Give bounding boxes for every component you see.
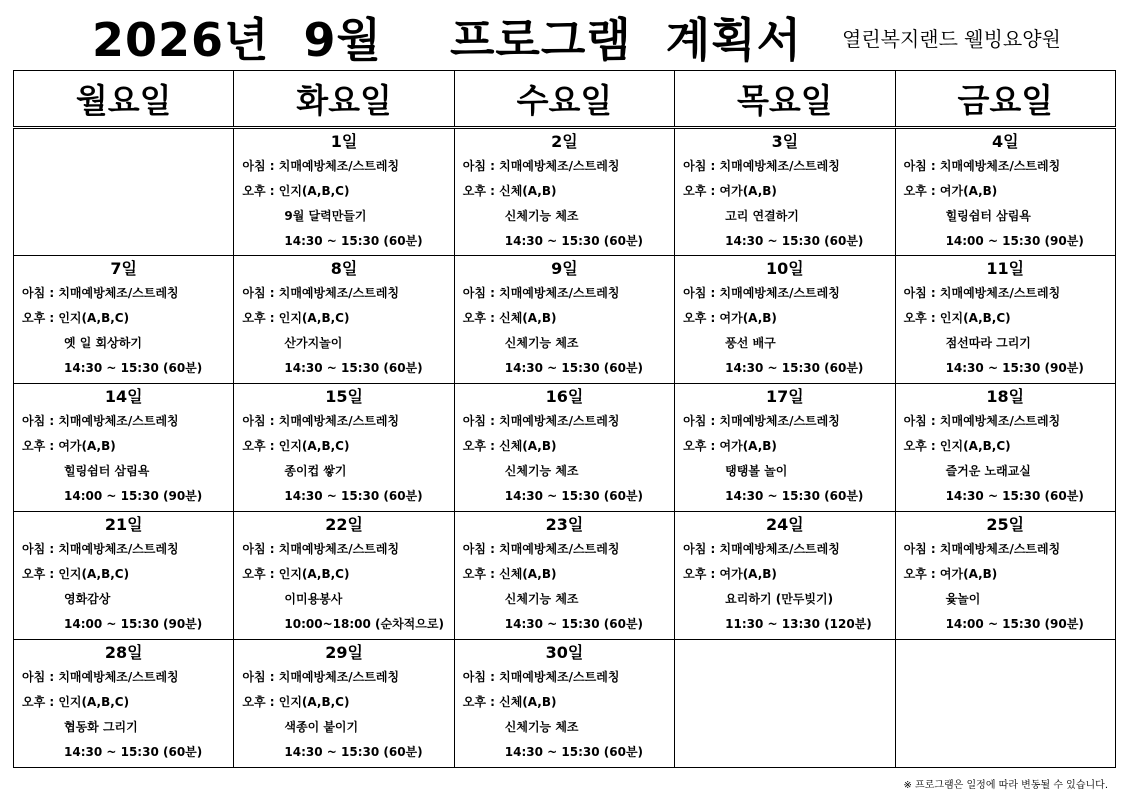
morning-program: 아침 : 치매예방체조/스트레칭 bbox=[22, 670, 179, 684]
day-cell bbox=[675, 128, 895, 256]
day-number: 15일 bbox=[325, 387, 363, 406]
morning-program: 아침 : 치매예방체조/스트레칭 bbox=[903, 542, 1061, 556]
activity-name: 산가지놀이 bbox=[284, 336, 343, 350]
activity-name: 신체기능 체조 bbox=[504, 592, 579, 606]
empty-day-cell bbox=[895, 640, 1115, 768]
morning-program: 아침 : 치매예방체조/스트레칭 bbox=[683, 286, 840, 300]
afternoon-program: 오후 : 인지(A,B,C) bbox=[242, 439, 350, 453]
day-cell bbox=[234, 256, 454, 384]
day-number: 4일 bbox=[991, 132, 1019, 151]
activity-name: 고리 연결하기 bbox=[725, 209, 799, 223]
activity-name: 신체기능 체조 bbox=[504, 464, 579, 478]
activity-time: 14:30 ~ 15:30 (60분) bbox=[504, 745, 644, 759]
activity-name: 종이컵 쌓기 bbox=[284, 464, 347, 478]
activity-name: 신체기능 체조 bbox=[504, 336, 579, 350]
activity-name: 이미용봉사 bbox=[284, 592, 343, 606]
day-cell bbox=[454, 512, 674, 640]
day-cell bbox=[675, 512, 895, 640]
program-calendar bbox=[13, 70, 1116, 768]
afternoon-program: 오후 : 인지(A,B,C) bbox=[903, 439, 1011, 453]
day-number: 24일 bbox=[766, 515, 804, 534]
activity-time: 10:00~18:00 (순차적으로) bbox=[284, 617, 444, 631]
empty-day-cell bbox=[14, 128, 234, 256]
weekday-header: 수요일 bbox=[454, 71, 674, 128]
day-cell bbox=[895, 128, 1115, 256]
day-cell bbox=[234, 384, 454, 512]
day-number: 28일 bbox=[104, 643, 143, 662]
day-number: 23일 bbox=[545, 515, 584, 534]
day-cell bbox=[895, 384, 1115, 512]
afternoon-program: 오후 : 여가(A,B) bbox=[903, 567, 998, 581]
activity-time: 14:30 ~ 15:30 (60분) bbox=[945, 489, 1084, 503]
day-number: 10일 bbox=[766, 259, 804, 278]
afternoon-program: 오후 : 인지(A,B,C) bbox=[22, 695, 130, 709]
activity-time: 14:00 ~ 15:30 (90분) bbox=[945, 234, 1084, 248]
footnote: ※ 프로그램은 일정에 따라 변동될 수 있습니다. bbox=[903, 780, 1108, 791]
activity-name: 신체기능 체조 bbox=[504, 209, 579, 223]
activity-name: 즐거운 노래교실 bbox=[945, 464, 1031, 478]
activity-time: 14:00 ~ 15:30 (90분) bbox=[64, 489, 203, 503]
day-cell bbox=[895, 512, 1115, 640]
morning-program: 아침 : 치매예방체조/스트레칭 bbox=[462, 286, 620, 300]
afternoon-program: 오후 : 여가(A,B) bbox=[683, 311, 777, 325]
day-number: 17일 bbox=[766, 387, 804, 406]
day-cell bbox=[454, 640, 674, 768]
activity-time: 14:30 ~ 15:30 (60분) bbox=[725, 489, 864, 503]
morning-program: 아침 : 치매예방체조/스트레칭 bbox=[683, 542, 840, 556]
day-cell bbox=[234, 512, 454, 640]
day-cell bbox=[675, 256, 895, 384]
day-number: 25일 bbox=[986, 515, 1025, 534]
day-number: 2일 bbox=[551, 132, 578, 151]
activity-time: 14:30 ~ 15:30 (60분) bbox=[64, 361, 203, 375]
morning-program: 아침 : 치매예방체조/스트레칭 bbox=[903, 286, 1061, 300]
morning-program: 아침 : 치매예방체조/스트레칭 bbox=[242, 286, 400, 300]
activity-time: 14:30 ~ 15:30 (60분) bbox=[284, 745, 423, 759]
afternoon-program: 오후 : 신체(A,B) bbox=[462, 439, 557, 453]
afternoon-program: 오후 : 인지(A,B,C) bbox=[242, 184, 350, 198]
week-row bbox=[14, 256, 1116, 384]
day-number: 9일 bbox=[551, 259, 578, 278]
day-number: 14일 bbox=[104, 387, 143, 406]
day-number: 18일 bbox=[986, 387, 1025, 406]
day-number: 7일 bbox=[110, 259, 137, 278]
activity-time: 14:00 ~ 15:30 (90분) bbox=[945, 617, 1084, 631]
afternoon-program: 오후 : 신체(A,B) bbox=[462, 695, 557, 709]
activity-name: 탱탱볼 놀이 bbox=[725, 464, 788, 478]
activity-time: 14:30 ~ 15:30 (90분) bbox=[945, 361, 1084, 375]
day-number: 16일 bbox=[545, 387, 584, 406]
day-cell bbox=[14, 640, 234, 768]
activity-time: 14:30 ~ 15:30 (60분) bbox=[64, 745, 203, 759]
afternoon-program: 오후 : 여가(A,B) bbox=[683, 439, 777, 453]
organization-name: 열린복지랜드 웰빙요양원 bbox=[842, 27, 1061, 51]
morning-program: 아침 : 치매예방체조/스트레칭 bbox=[22, 286, 179, 300]
day-number: 21일 bbox=[104, 515, 143, 534]
calendar-body bbox=[14, 128, 1116, 768]
activity-name: 점선따라 그리기 bbox=[945, 336, 1031, 350]
weekday-header: 화요일 bbox=[234, 71, 454, 128]
activity-time: 14:30 ~ 15:30 (60분) bbox=[504, 489, 644, 503]
activity-name: 영화감상 bbox=[64, 592, 111, 606]
afternoon-program: 오후 : 인지(A,B,C) bbox=[903, 311, 1011, 325]
morning-program: 아침 : 치매예방체조/스트레칭 bbox=[462, 542, 620, 556]
activity-name: 힐링쉼터 삼림욕 bbox=[945, 209, 1031, 223]
afternoon-program: 오후 : 여가(A,B) bbox=[683, 184, 777, 198]
day-cell bbox=[454, 256, 674, 384]
afternoon-program: 오후 : 신체(A,B) bbox=[462, 184, 557, 198]
morning-program: 아침 : 치매예방체조/스트레칭 bbox=[22, 542, 179, 556]
day-number: 8일 bbox=[330, 259, 358, 278]
afternoon-program: 오후 : 신체(A,B) bbox=[462, 567, 557, 581]
activity-name: 윷놀이 bbox=[945, 592, 981, 606]
afternoon-program: 오후 : 신체(A,B) bbox=[462, 311, 557, 325]
afternoon-program: 오후 : 여가(A,B) bbox=[903, 184, 998, 198]
weekday-header-row bbox=[14, 71, 1116, 128]
activity-time: 14:30 ~ 15:30 (60분) bbox=[504, 617, 644, 631]
morning-program: 아침 : 치매예방체조/스트레칭 bbox=[242, 670, 400, 684]
afternoon-program: 오후 : 인지(A,B,C) bbox=[22, 311, 130, 325]
week-row bbox=[14, 512, 1116, 640]
morning-program: 아침 : 치매예방체조/스트레칭 bbox=[242, 542, 400, 556]
day-number: 1일 bbox=[330, 132, 358, 151]
morning-program: 아침 : 치매예방체조/스트레칭 bbox=[22, 414, 179, 428]
weekday-header: 월요일 bbox=[14, 71, 234, 128]
activity-time: 14:30 ~ 15:30 (60분) bbox=[504, 234, 644, 248]
day-cell bbox=[895, 256, 1115, 384]
morning-program: 아침 : 치매예방체조/스트레칭 bbox=[683, 414, 840, 428]
day-cell bbox=[454, 384, 674, 512]
activity-name: 요리하기 (만두빚기) bbox=[725, 592, 834, 606]
activity-name: 협동화 그리기 bbox=[64, 720, 138, 734]
day-number: 30일 bbox=[545, 643, 584, 662]
afternoon-program: 오후 : 인지(A,B,C) bbox=[22, 567, 130, 581]
morning-program: 아침 : 치매예방체조/스트레칭 bbox=[242, 414, 400, 428]
day-cell bbox=[234, 128, 454, 256]
morning-program: 아침 : 치매예방체조/스트레칭 bbox=[462, 414, 620, 428]
activity-name: 힐링쉼터 삼림욕 bbox=[64, 464, 150, 478]
day-cell bbox=[454, 128, 674, 256]
afternoon-program: 오후 : 여가(A,B) bbox=[22, 439, 116, 453]
activity-time: 14:30 ~ 15:30 (60분) bbox=[504, 361, 644, 375]
day-number: 3일 bbox=[771, 132, 799, 151]
activity-time: 14:00 ~ 15:30 (90분) bbox=[64, 617, 203, 631]
day-number: 22일 bbox=[325, 515, 363, 534]
activity-name: 9월 달력만들기 bbox=[284, 209, 367, 223]
day-cell bbox=[14, 512, 234, 640]
empty-day-cell bbox=[675, 640, 895, 768]
day-number: 29일 bbox=[325, 643, 363, 662]
day-cell bbox=[675, 384, 895, 512]
week-row bbox=[14, 640, 1116, 768]
week-row bbox=[14, 384, 1116, 512]
activity-time: 14:30 ~ 15:30 (60분) bbox=[284, 489, 423, 503]
activity-time: 14:30 ~ 15:30 (60분) bbox=[725, 361, 864, 375]
afternoon-program: 오후 : 인지(A,B,C) bbox=[242, 311, 350, 325]
morning-program: 아침 : 치매예방체조/스트레칭 bbox=[462, 670, 620, 684]
morning-program: 아침 : 치매예방체조/스트레칭 bbox=[903, 414, 1061, 428]
morning-program: 아침 : 치매예방체조/스트레칭 bbox=[903, 159, 1061, 173]
document-title: 2026년 9월 프로그램 계획서 bbox=[92, 13, 803, 67]
activity-name: 풍선 배구 bbox=[725, 336, 776, 350]
activity-time: 14:30 ~ 15:30 (60분) bbox=[284, 361, 423, 375]
weekday-header: 목요일 bbox=[675, 71, 895, 128]
activity-name: 옛 일 회상하기 bbox=[64, 336, 142, 350]
weekday-header: 금요일 bbox=[895, 71, 1115, 128]
activity-name: 신체기능 체조 bbox=[504, 720, 579, 734]
day-cell bbox=[14, 384, 234, 512]
afternoon-program: 오후 : 인지(A,B,C) bbox=[242, 695, 350, 709]
morning-program: 아침 : 치매예방체조/스트레칭 bbox=[683, 159, 840, 173]
day-cell bbox=[14, 256, 234, 384]
activity-name: 색종이 붙이기 bbox=[284, 720, 359, 734]
morning-program: 아침 : 치매예방체조/스트레칭 bbox=[462, 159, 620, 173]
day-cell bbox=[234, 640, 454, 768]
afternoon-program: 오후 : 인지(A,B,C) bbox=[242, 567, 350, 581]
afternoon-program: 오후 : 여가(A,B) bbox=[683, 567, 777, 581]
week-row bbox=[14, 128, 1116, 256]
activity-time: 11:30 ~ 13:30 (120분) bbox=[725, 617, 872, 631]
activity-time: 14:30 ~ 15:30 (60분) bbox=[284, 234, 423, 248]
morning-program: 아침 : 치매예방체조/스트레칭 bbox=[242, 159, 400, 173]
activity-time: 14:30 ~ 15:30 (60분) bbox=[725, 234, 864, 248]
day-number: 11일 bbox=[986, 259, 1025, 278]
